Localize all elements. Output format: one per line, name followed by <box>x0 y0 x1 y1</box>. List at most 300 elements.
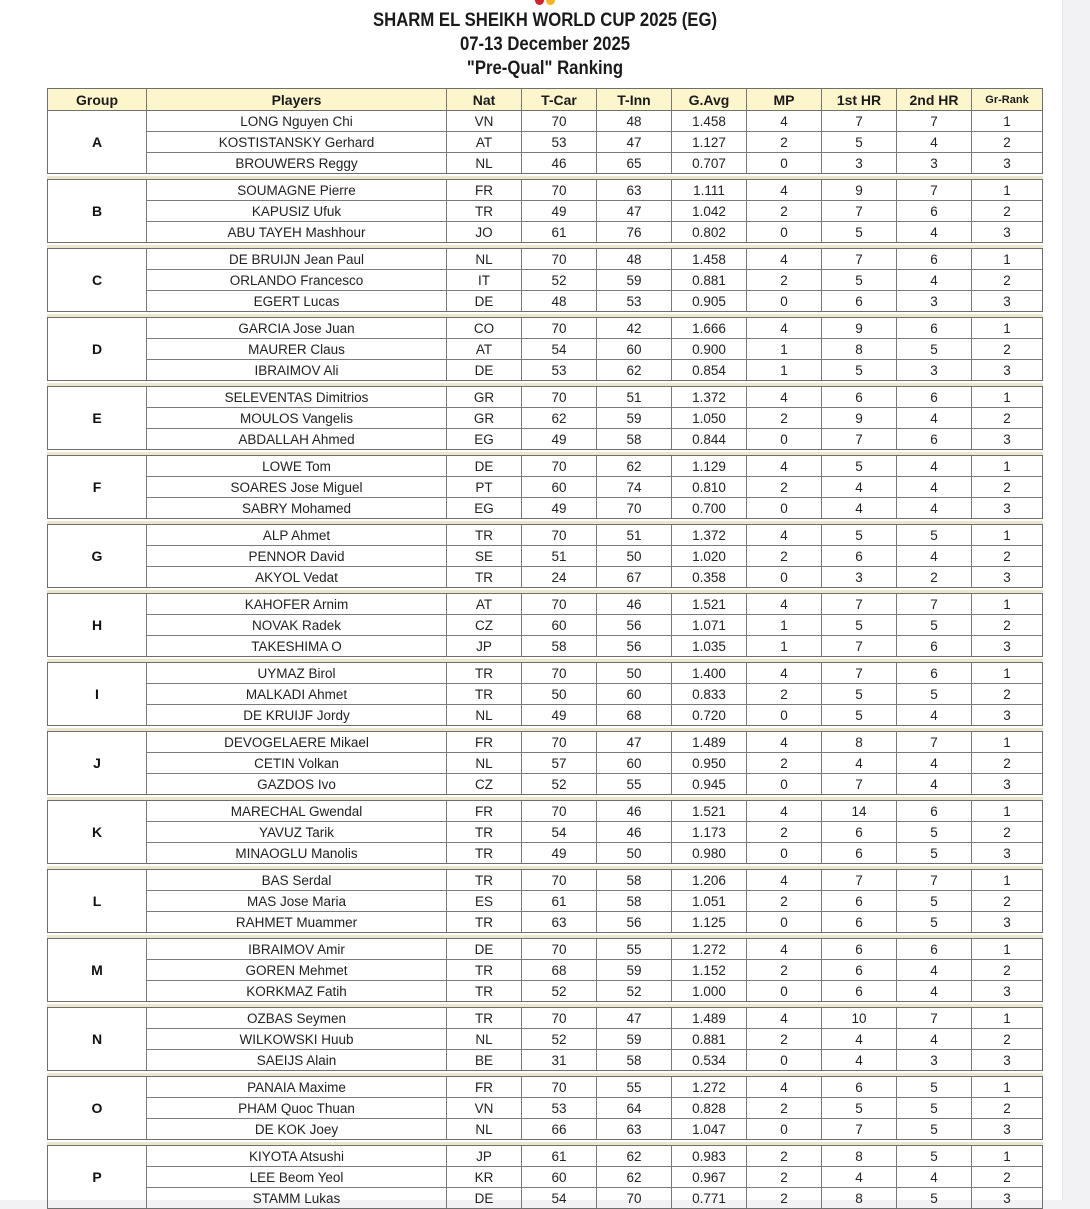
mp-cell: 1 <box>747 636 822 656</box>
t-car-cell: 70 <box>522 1077 597 1097</box>
t-inn-cell: 59 <box>597 960 672 980</box>
group-rank-cell: 1 <box>1003 941 1011 957</box>
g-avg-cell: 0.358 <box>672 567 747 587</box>
group-rank-cell: 2 <box>1003 824 1011 840</box>
nationality-cell: JO <box>447 222 522 242</box>
first-hr-cell: 3 <box>822 567 897 587</box>
nationality-cell: JP <box>447 636 522 656</box>
table-row <box>147 498 1042 518</box>
table-row <box>147 1077 1042 1098</box>
group-block <box>47 524 1043 588</box>
g-avg-cell: 0.983 <box>672 1146 747 1166</box>
nationality-cell: IT <box>447 270 522 290</box>
t-car-cell: 49 <box>522 429 597 449</box>
g-avg-cell: 1.127 <box>672 132 747 152</box>
group-rank-cell: 2 <box>1003 1031 1011 1047</box>
first-hr-cell: 7 <box>822 663 897 683</box>
nationality-cell: TR <box>447 201 522 221</box>
table-row <box>147 1188 1042 1208</box>
table-row <box>147 774 1042 794</box>
mp-cell: 2 <box>747 1098 822 1118</box>
first-hr-cell: 6 <box>822 291 897 311</box>
t-car-cell: 60 <box>522 615 597 635</box>
first-hr-cell: 5 <box>822 615 897 635</box>
t-inn-cell: 68 <box>597 705 672 725</box>
group-label: I <box>48 663 147 725</box>
t-inn-cell: 59 <box>597 1029 672 1049</box>
second-hr-cell: 7 <box>897 1008 972 1028</box>
nationality-cell: AT <box>447 594 522 614</box>
group-rank-cell: 1 <box>1003 389 1011 405</box>
t-inn-cell: 70 <box>597 498 672 518</box>
t-inn-cell: 63 <box>597 1119 672 1139</box>
table-row <box>147 960 1042 981</box>
player-name-cell: ORLANDO Francesco <box>147 270 447 290</box>
g-avg-cell: 0.881 <box>672 1029 747 1049</box>
player-name-cell: KAPUSIZ Ufuk <box>147 201 447 221</box>
group-block <box>47 593 1043 657</box>
page-title: SHARM EL SHEIKH WORLD CUP 2025 (EG) <box>372 10 718 31</box>
first-hr-cell: 6 <box>822 891 897 911</box>
second-hr-cell: 6 <box>897 201 972 221</box>
first-hr-cell: 6 <box>822 981 897 1001</box>
table-row <box>147 546 1042 567</box>
t-inn-cell: 64 <box>597 1098 672 1118</box>
group-rank-cell: 1 <box>1003 1148 1011 1164</box>
first-hr-cell: 9 <box>822 180 897 200</box>
mp-cell: 0 <box>747 567 822 587</box>
column-header-nat: Nat <box>447 89 522 110</box>
player-name-cell: ABDALLAH Ahmed <box>147 429 447 449</box>
group-rank-cell: 1 <box>1003 1079 1011 1095</box>
t-inn-cell: 52 <box>597 981 672 1001</box>
t-car-cell: 68 <box>522 960 597 980</box>
group-block <box>47 1007 1043 1071</box>
group-block <box>47 179 1043 243</box>
group-rank-cell: 3 <box>1003 776 1011 792</box>
g-avg-cell: 1.666 <box>672 318 747 338</box>
player-name-cell: MAURER Claus <box>147 339 447 359</box>
first-hr-cell: 7 <box>822 1119 897 1139</box>
g-avg-cell: 0.771 <box>672 1188 747 1208</box>
first-hr-cell: 4 <box>822 753 897 773</box>
mp-cell: 0 <box>747 498 822 518</box>
t-inn-cell: 48 <box>597 111 672 131</box>
player-name-cell: DEVOGELAERE Mikael <box>147 732 447 752</box>
g-avg-cell: 0.810 <box>672 477 747 497</box>
group-rank-cell: 3 <box>1003 983 1011 999</box>
group-rank-cell: 3 <box>1003 500 1011 516</box>
t-car-cell: 70 <box>522 870 597 890</box>
t-car-cell: 53 <box>522 132 597 152</box>
t-car-cell: 70 <box>522 456 597 476</box>
first-hr-cell: 6 <box>822 387 897 407</box>
mp-cell: 2 <box>747 960 822 980</box>
table-row <box>147 477 1042 498</box>
player-name-cell: MOULOS Vangelis <box>147 408 447 428</box>
second-hr-cell: 3 <box>897 360 972 380</box>
group-rank-cell: 1 <box>1003 251 1011 267</box>
t-inn-cell: 63 <box>597 180 672 200</box>
t-car-cell: 49 <box>522 498 597 518</box>
table-row <box>147 912 1042 932</box>
nationality-cell: PT <box>447 477 522 497</box>
player-name-cell: WILKOWSKI Huub <box>147 1029 447 1049</box>
group-block <box>47 386 1043 450</box>
t-inn-cell: 60 <box>597 339 672 359</box>
t-inn-cell: 56 <box>597 636 672 656</box>
mp-cell: 1 <box>747 339 822 359</box>
first-hr-cell: 5 <box>822 222 897 242</box>
group-label: F <box>48 456 147 518</box>
mp-cell: 2 <box>747 684 822 704</box>
g-avg-cell: 1.521 <box>672 801 747 821</box>
g-avg-cell: 0.900 <box>672 339 747 359</box>
mp-cell: 4 <box>747 318 822 338</box>
t-inn-cell: 47 <box>597 1008 672 1028</box>
table-row <box>147 318 1042 339</box>
first-hr-cell: 6 <box>822 822 897 842</box>
second-hr-cell: 3 <box>897 153 972 173</box>
first-hr-cell: 5 <box>822 456 897 476</box>
first-hr-cell: 5 <box>822 525 897 545</box>
first-hr-cell: 5 <box>822 132 897 152</box>
group-label: G <box>48 525 147 587</box>
nationality-cell: DE <box>447 291 522 311</box>
group-rank-cell: 2 <box>1003 410 1011 426</box>
g-avg-cell: 1.400 <box>672 663 747 683</box>
t-inn-cell: 46 <box>597 801 672 821</box>
table-row <box>147 1008 1042 1029</box>
nationality-cell: CO <box>447 318 522 338</box>
column-header-g-avg: G.Avg <box>672 89 747 110</box>
mp-cell: 4 <box>747 456 822 476</box>
player-name-cell: SELEVENTAS Dimitrios <box>147 387 447 407</box>
t-inn-cell: 62 <box>597 456 672 476</box>
mp-cell: 2 <box>747 546 822 566</box>
mp-cell: 0 <box>747 843 822 863</box>
nationality-cell: AT <box>447 132 522 152</box>
first-hr-cell: 7 <box>822 870 897 890</box>
player-name-cell: PHAM Quoc Thuan <box>147 1098 447 1118</box>
player-name-cell: IBRAIMOV Ali <box>147 360 447 380</box>
g-avg-cell: 0.844 <box>672 429 747 449</box>
first-hr-cell: 6 <box>822 546 897 566</box>
table-row <box>147 1029 1042 1050</box>
table-row <box>147 291 1042 311</box>
t-inn-cell: 50 <box>597 663 672 683</box>
group-rank-cell: 2 <box>1003 755 1011 771</box>
nationality-cell: NL <box>447 1119 522 1139</box>
group-block <box>47 1145 1043 1209</box>
g-avg-cell: 1.272 <box>672 1077 747 1097</box>
player-name-cell: BROUWERS Reggy <box>147 153 447 173</box>
column-header-t-car: T-Car <box>522 89 597 110</box>
nationality-cell: GR <box>447 408 522 428</box>
first-hr-cell: 3 <box>822 153 897 173</box>
group-block <box>47 455 1043 519</box>
t-inn-cell: 62 <box>597 360 672 380</box>
player-name-cell: DE KOK Joey <box>147 1119 447 1139</box>
first-hr-cell: 6 <box>822 843 897 863</box>
t-car-cell: 57 <box>522 753 597 773</box>
t-inn-cell: 59 <box>597 270 672 290</box>
nationality-cell: SE <box>447 546 522 566</box>
second-hr-cell: 6 <box>897 249 972 269</box>
t-car-cell: 70 <box>522 732 597 752</box>
g-avg-cell: 1.152 <box>672 960 747 980</box>
nationality-cell: NL <box>447 705 522 725</box>
column-header-mp: MP <box>747 89 822 110</box>
second-hr-cell: 6 <box>897 429 972 449</box>
g-avg-cell: 0.967 <box>672 1167 747 1187</box>
nationality-cell: NL <box>447 753 522 773</box>
group-label: B <box>48 180 147 242</box>
mp-cell: 2 <box>747 1029 822 1049</box>
mp-cell: 2 <box>747 891 822 911</box>
table-row <box>147 891 1042 912</box>
nationality-cell: FR <box>447 1077 522 1097</box>
g-avg-cell: 1.050 <box>672 408 747 428</box>
second-hr-cell: 3 <box>897 1050 972 1070</box>
mp-cell: 0 <box>747 153 822 173</box>
group-rank-cell: 1 <box>1003 734 1011 750</box>
group-rank-cell: 2 <box>1003 617 1011 633</box>
g-avg-cell: 1.051 <box>672 891 747 911</box>
mp-cell: 2 <box>747 1146 822 1166</box>
group-rank-cell: 3 <box>1003 914 1011 930</box>
group-block <box>47 1076 1043 1140</box>
g-avg-cell: 1.458 <box>672 249 747 269</box>
nationality-cell: BE <box>447 1050 522 1070</box>
t-car-cell: 53 <box>522 360 597 380</box>
mp-cell: 1 <box>747 360 822 380</box>
g-avg-cell: 1.042 <box>672 201 747 221</box>
first-hr-cell: 8 <box>822 339 897 359</box>
column-header-2nd-hr: 2nd HR <box>897 89 972 110</box>
g-avg-cell: 1.458 <box>672 111 747 131</box>
first-hr-cell: 9 <box>822 318 897 338</box>
mp-cell: 0 <box>747 222 822 242</box>
group-rank-cell: 2 <box>1003 1169 1011 1185</box>
group-label: P <box>48 1146 147 1208</box>
g-avg-cell: 0.833 <box>672 684 747 704</box>
second-hr-cell: 5 <box>897 1146 972 1166</box>
player-name-cell: MINAOGLU Manolis <box>147 843 447 863</box>
event-dates: 07-13 December 2025 <box>459 34 631 55</box>
nationality-cell: VN <box>447 111 522 131</box>
t-car-cell: 49 <box>522 201 597 221</box>
mp-cell: 2 <box>747 822 822 842</box>
group-label: L <box>48 870 147 932</box>
player-name-cell: SOARES Jose Miguel <box>147 477 447 497</box>
group-block <box>47 317 1043 381</box>
t-inn-cell: 76 <box>597 222 672 242</box>
t-car-cell: 70 <box>522 111 597 131</box>
second-hr-cell: 5 <box>897 684 972 704</box>
player-name-cell: RAHMET Muammer <box>147 912 447 932</box>
mp-cell: 2 <box>747 408 822 428</box>
nationality-cell: FR <box>447 180 522 200</box>
table-row <box>147 732 1042 753</box>
t-inn-cell: 58 <box>597 429 672 449</box>
g-avg-cell: 0.945 <box>672 774 747 794</box>
group-rank-cell: 2 <box>1003 962 1011 978</box>
table-row <box>147 249 1042 270</box>
nationality-cell: CZ <box>447 774 522 794</box>
second-hr-cell: 5 <box>897 525 972 545</box>
column-header-group: Group <box>48 89 147 110</box>
group-label: D <box>48 318 147 380</box>
nationality-cell: FR <box>447 732 522 752</box>
table-row <box>147 636 1042 656</box>
t-inn-cell: 58 <box>597 891 672 911</box>
group-rank-cell: 2 <box>1003 548 1011 564</box>
logo-yellow-dot <box>546 0 555 5</box>
t-inn-cell: 60 <box>597 753 672 773</box>
group-rank-cell: 3 <box>1003 1052 1011 1068</box>
player-name-cell: DE KRUIJF Jordy <box>147 705 447 725</box>
second-hr-cell: 5 <box>897 822 972 842</box>
t-car-cell: 60 <box>522 477 597 497</box>
mp-cell: 0 <box>747 429 822 449</box>
t-inn-cell: 59 <box>597 408 672 428</box>
second-hr-cell: 4 <box>897 546 972 566</box>
group-rank-cell: 2 <box>1003 479 1011 495</box>
second-hr-cell: 4 <box>897 456 972 476</box>
t-car-cell: 49 <box>522 843 597 863</box>
g-avg-cell: 1.020 <box>672 546 747 566</box>
nationality-cell: TR <box>447 663 522 683</box>
mp-cell: 1 <box>747 615 822 635</box>
g-avg-cell: 1.111 <box>672 180 747 200</box>
column-header-t-inn: T-Inn <box>597 89 672 110</box>
second-hr-cell: 5 <box>897 1077 972 1097</box>
group-rank-cell: 2 <box>1003 893 1011 909</box>
first-hr-cell: 4 <box>822 1029 897 1049</box>
g-avg-cell: 0.854 <box>672 360 747 380</box>
second-hr-cell: 4 <box>897 774 972 794</box>
t-car-cell: 49 <box>522 705 597 725</box>
g-avg-cell: 1.489 <box>672 1008 747 1028</box>
mp-cell: 4 <box>747 663 822 683</box>
player-name-cell: MALKADI Ahmet <box>147 684 447 704</box>
second-hr-cell: 2 <box>897 567 972 587</box>
nationality-cell: EG <box>447 429 522 449</box>
mp-cell: 4 <box>747 1077 822 1097</box>
nationality-cell: TR <box>447 822 522 842</box>
t-inn-cell: 50 <box>597 546 672 566</box>
group-block <box>47 800 1043 864</box>
second-hr-cell: 4 <box>897 981 972 1001</box>
nationality-cell: DE <box>447 360 522 380</box>
nationality-cell: TR <box>447 870 522 890</box>
group-rank-cell: 3 <box>1003 638 1011 654</box>
t-car-cell: 60 <box>522 1167 597 1187</box>
t-car-cell: 61 <box>522 1146 597 1166</box>
table-row <box>147 339 1042 360</box>
mp-cell: 4 <box>747 111 822 131</box>
table-row <box>147 111 1042 132</box>
first-hr-cell: 7 <box>822 429 897 449</box>
t-inn-cell: 47 <box>597 132 672 152</box>
table-row <box>147 615 1042 636</box>
g-avg-cell: 1.521 <box>672 594 747 614</box>
t-car-cell: 50 <box>522 684 597 704</box>
mp-cell: 4 <box>747 387 822 407</box>
group-rank-cell: 2 <box>1003 1100 1011 1116</box>
nationality-cell: TR <box>447 1008 522 1028</box>
player-name-cell: YAVUZ Tarik <box>147 822 447 842</box>
mp-cell: 4 <box>747 1008 822 1028</box>
first-hr-cell: 4 <box>822 1167 897 1187</box>
nationality-cell: FR <box>447 801 522 821</box>
table-row <box>147 594 1042 615</box>
nationality-cell: TR <box>447 684 522 704</box>
group-rank-cell: 1 <box>1003 872 1011 888</box>
first-hr-cell: 7 <box>822 201 897 221</box>
first-hr-cell: 5 <box>822 270 897 290</box>
first-hr-cell: 5 <box>822 684 897 704</box>
t-car-cell: 70 <box>522 1008 597 1028</box>
g-avg-cell: 1.071 <box>672 615 747 635</box>
group-rank-cell: 1 <box>1003 320 1011 336</box>
second-hr-cell: 6 <box>897 939 972 959</box>
mp-cell: 0 <box>747 981 822 1001</box>
t-inn-cell: 55 <box>597 1077 672 1097</box>
second-hr-cell: 5 <box>897 843 972 863</box>
mp-cell: 0 <box>747 705 822 725</box>
nationality-cell: NL <box>447 249 522 269</box>
player-name-cell: EGERT Lucas <box>147 291 447 311</box>
mp-cell: 2 <box>747 132 822 152</box>
first-hr-cell: 7 <box>822 249 897 269</box>
nationality-cell: TR <box>447 525 522 545</box>
group-block <box>47 731 1043 795</box>
t-car-cell: 70 <box>522 525 597 545</box>
t-car-cell: 52 <box>522 981 597 1001</box>
group-rank-cell: 3 <box>1003 1190 1011 1206</box>
nationality-cell: DE <box>447 456 522 476</box>
first-hr-cell: 8 <box>822 1146 897 1166</box>
first-hr-cell: 4 <box>822 1050 897 1070</box>
nationality-cell: TR <box>447 912 522 932</box>
second-hr-cell: 4 <box>897 1167 972 1187</box>
player-name-cell: LOWE Tom <box>147 456 447 476</box>
t-car-cell: 61 <box>522 222 597 242</box>
t-inn-cell: 74 <box>597 477 672 497</box>
document-header <box>0 9 1090 81</box>
first-hr-cell: 5 <box>822 1098 897 1118</box>
group-rank-cell: 3 <box>1003 224 1011 240</box>
nationality-cell: NL <box>447 153 522 173</box>
t-inn-cell: 50 <box>597 843 672 863</box>
ranking-table <box>47 88 1043 1209</box>
t-inn-cell: 56 <box>597 912 672 932</box>
group-rank-cell: 1 <box>1003 596 1011 612</box>
first-hr-cell: 4 <box>822 498 897 518</box>
table-row <box>147 132 1042 153</box>
group-label: H <box>48 594 147 656</box>
group-rank-cell: 1 <box>1003 1010 1011 1026</box>
t-car-cell: 51 <box>522 546 597 566</box>
nationality-cell: DE <box>447 939 522 959</box>
t-inn-cell: 46 <box>597 822 672 842</box>
table-row <box>147 801 1042 822</box>
group-block <box>47 869 1043 933</box>
mp-cell: 0 <box>747 1119 822 1139</box>
t-car-cell: 53 <box>522 1098 597 1118</box>
